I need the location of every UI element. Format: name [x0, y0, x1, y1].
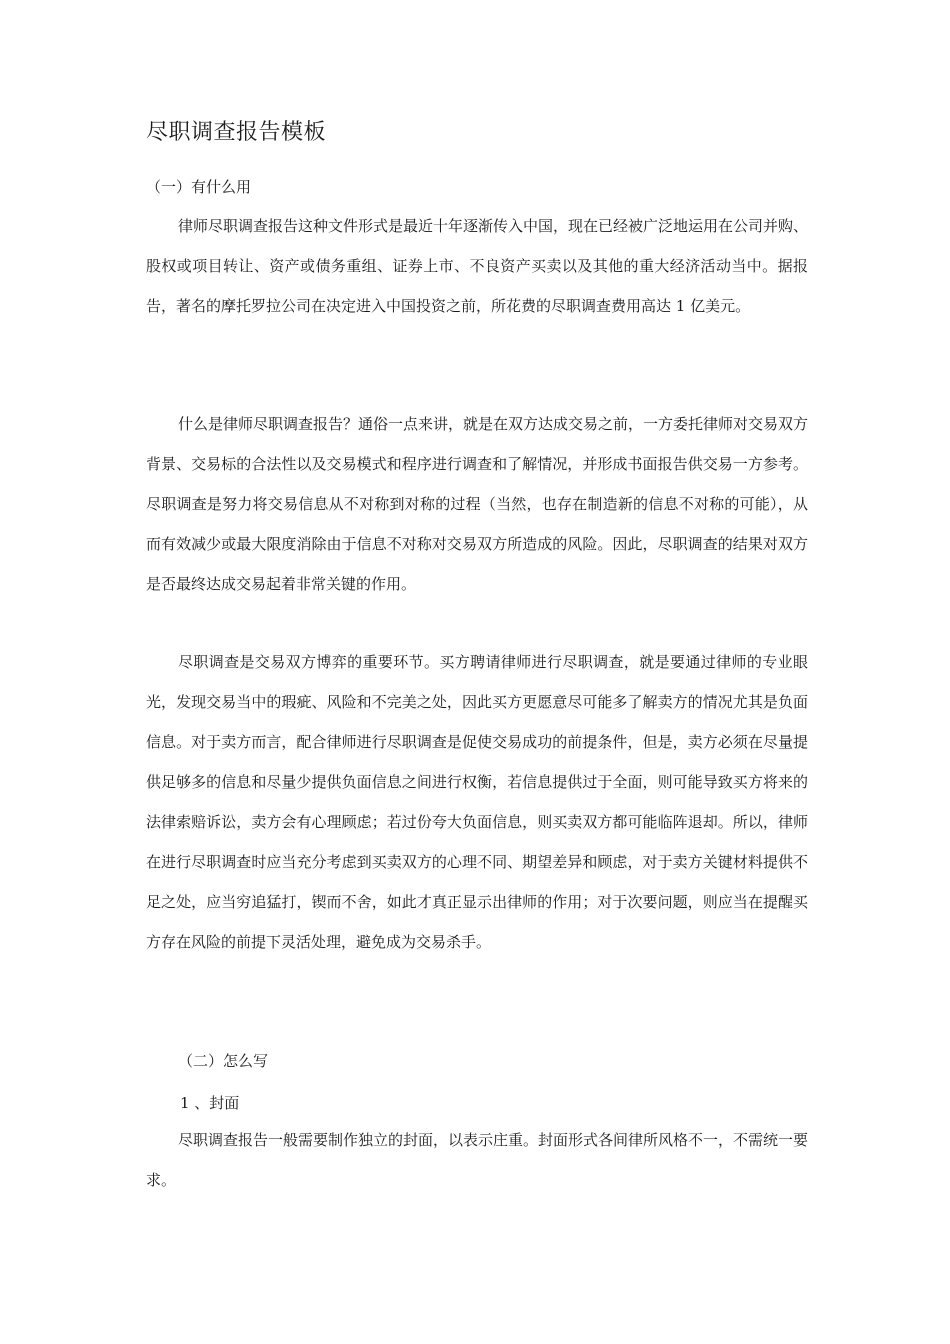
- paragraph-game: 尽职调查是交易双方博弈的重要环节。买方聘请律师进行尽职调查，就是要通过律师的专业眼光，发现交易当中的瑕疵、风险和不完美之处，因此买方更愿意尽可能多了解卖方的情况尤其是负面信息。对于卖方而言，配合律师进行尽职调查是促使交易成功的前提条件，但是，卖方必须在尽量提供足够多的信息和尽量少提供负面信息之间进行权衡，若信息提供过于全面，则可能导致买方将来的法律索赔诉讼，卖方会有心理顾虑；若过份夸大负面信息，则买卖双方都可能临阵退却。所以，律师在进行尽职调查时应当充分考虑到买卖双方的心理不同、期望差异和顾虑，对于卖方关键材料提供不足之处，应当穷追猛打，锲而不舍，如此才真正显示出律师的作用；对于次要问题，则应当在提醒买方存在风险的前提下灵活处理，避免成为交易杀手。: [146, 653, 808, 951]
- paragraph-cover: 尽职调查报告一般需要制作独立的封面，以表示庄重。封面形式各间律所风格不一，不需统一要求。: [146, 1131, 809, 1189]
- section-heading-usage: （一）有什么用: [146, 178, 252, 196]
- paragraph-definition: 什么是律师尽职调查报告？通俗一点来讲，就是在双方达成交易之前，一方委托律师对交易双方背景、交易标的合法性以及交易模式和程序进行调查和了解情况，并形成书面报告供交易一方参考。尽职调查是努力将交易信息从不对称到对称的过程（当然，也存在制造新的信息不对称的可能），从而有效减少或最大限度消除由于信息不对称对交易双方所造成的风险。因此，尽职调查的结果对双方是否最终达成交易起着非常关键的作用。: [146, 415, 809, 593]
- subsection-heading-cover: 1 、封面: [180, 1094, 240, 1112]
- section-heading-how-to-write: （二）怎么写: [178, 1052, 269, 1070]
- document-title: 尽职调查报告模板: [146, 120, 327, 145]
- paragraph-intro: 律师尽职调查报告这种文件形式是最近十年逐渐传入中国，现在已经被广泛地运用在公司并购、股权或项目转让、资产或债务重组、证券上市、不良资产买卖以及其他的重大经济活动当中。据报告，著名的摩托罗拉公司在决定进入中国投资之前，所花费的尽职调查费用高达 1 亿美元。: [146, 217, 809, 315]
